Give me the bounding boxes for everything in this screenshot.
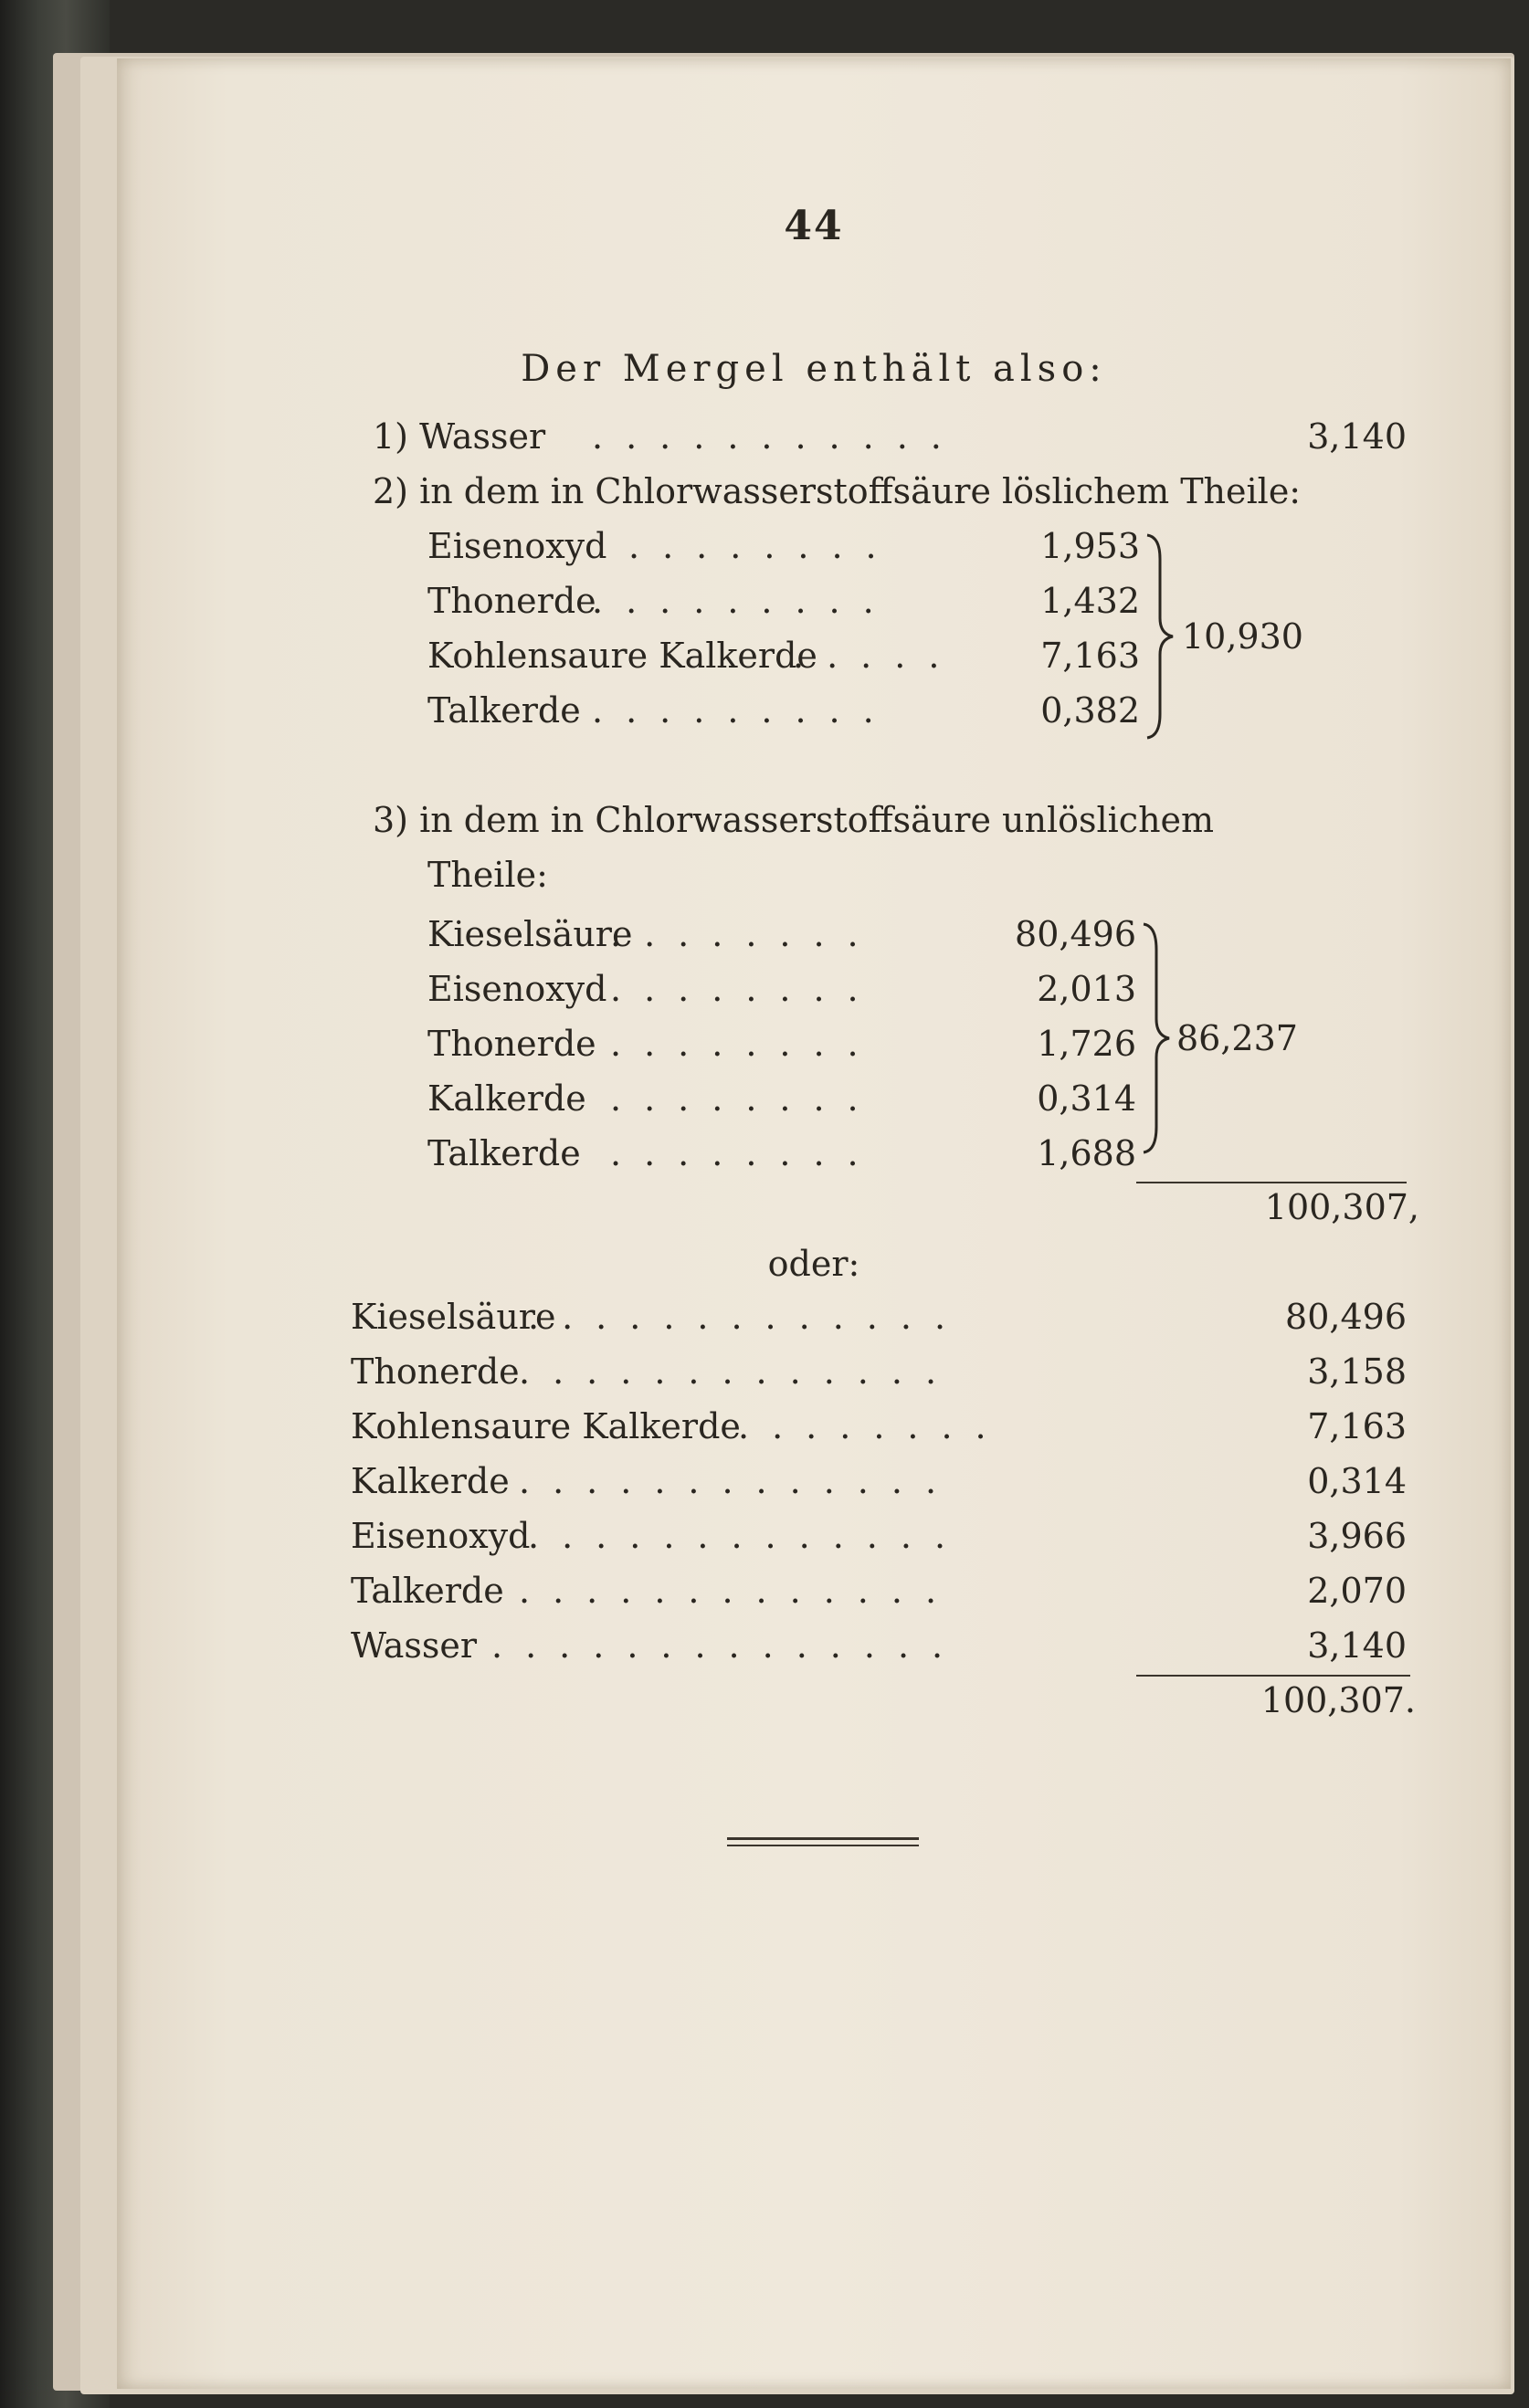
summary-item-value: 3,158: [1307, 1351, 1407, 1392]
right-brace: [1144, 531, 1180, 741]
summary-item-name: Kohlensaure Kalkerde: [351, 1406, 741, 1446]
summary-rule: [1136, 1675, 1410, 1677]
section2-item-value: 1,432: [1040, 581, 1140, 621]
page-heading: Der Mergel enthält also:: [521, 348, 1107, 390]
leader-dots: ........: [610, 1133, 881, 1173]
section3-label-line1: 3) in dem in Chlorwasserstoffsäure unlöslichem: [373, 800, 1215, 840]
leader-dots: .............: [519, 1571, 960, 1611]
summary-item-name: Wasser: [351, 1625, 478, 1666]
leader-dots: ........: [628, 526, 900, 566]
section1-value: 3,140: [1307, 416, 1407, 457]
section2-label: 2) in dem in Chlorwasserstoffsäure löslichem Theile:: [373, 471, 1302, 511]
section3-item-value: 2,013: [1037, 969, 1136, 1009]
section3-item-value: 1,726: [1037, 1024, 1136, 1064]
section3-item-name: Eisenoxyd: [427, 969, 607, 1009]
section3-item-value: 80,496: [1015, 914, 1136, 954]
section3-item-value: 0,314: [1037, 1078, 1136, 1119]
section1-label: 1) Wasser: [373, 416, 546, 457]
or-label: oder:: [767, 1244, 860, 1284]
summary-item-name: Thonerde: [351, 1351, 520, 1392]
section2-item-name: Kohlensaure Kalkerde: [427, 636, 817, 676]
closing-rule-top: [727, 1837, 919, 1840]
leader-dots: ........: [610, 1024, 881, 1064]
sum-total-1: 100,307,: [1264, 1187, 1419, 1227]
leader-dots: .............: [519, 1351, 960, 1392]
leader-dots: .....: [793, 636, 963, 676]
section2-item-value: 7,163: [1040, 636, 1140, 676]
section3-item-name: Kalkerde: [427, 1078, 586, 1119]
section2-item-value: 0,382: [1040, 690, 1140, 731]
leader-dots: ........: [610, 1078, 881, 1119]
leader-dots: ...........: [592, 416, 965, 457]
section3-total: 86,237: [1176, 1018, 1298, 1058]
summary-item-name: Kalkerde: [351, 1461, 510, 1501]
section3-item-name: Talkerde: [427, 1133, 581, 1173]
summary-item-value: 7,163: [1307, 1406, 1407, 1446]
leader-dots: ..............: [491, 1625, 966, 1666]
summary-item-name: Eisenoxyd: [351, 1516, 531, 1556]
leader-dots: .............: [528, 1516, 969, 1556]
leader-dots: ........: [738, 1406, 1009, 1446]
leader-dots: .............: [528, 1297, 969, 1337]
summary-item-value: 80,496: [1285, 1297, 1407, 1337]
summary-item-name: Kieselsäure: [351, 1297, 556, 1337]
section2-total: 10,930: [1182, 616, 1303, 657]
page-number: 44: [784, 203, 844, 249]
summary-item-value: 2,070: [1307, 1571, 1407, 1611]
leader-dots: .........: [592, 581, 897, 621]
summary-total: 100,307.: [1260, 1680, 1416, 1720]
summary-item-value: 3,966: [1307, 1516, 1407, 1556]
section3-item-name: Thonerde: [427, 1024, 596, 1064]
leader-dots: .........: [592, 690, 897, 731]
section2-item-value: 1,953: [1040, 526, 1140, 566]
summary-item-value: 0,314: [1307, 1461, 1407, 1501]
leader-dots: .............: [519, 1461, 960, 1501]
section2-item-name: Talkerde: [427, 690, 581, 731]
leader-dots: ........: [610, 969, 881, 1009]
summary-item-name: Talkerde: [351, 1571, 504, 1611]
section3-item-value: 1,688: [1037, 1133, 1136, 1173]
right-brace: [1140, 920, 1176, 1156]
leader-dots: ........: [610, 914, 881, 954]
sum-rule: [1136, 1182, 1407, 1183]
book-page: [117, 58, 1511, 2389]
section2-item-name: Eisenoxyd: [427, 526, 607, 566]
section3-item-name: Kieselsäure: [427, 914, 633, 954]
section3-label-line2: Theile:: [427, 855, 548, 895]
section2-item-name: Thonerde: [427, 581, 596, 621]
closing-rule-bottom: [727, 1845, 919, 1846]
summary-item-value: 3,140: [1307, 1625, 1407, 1666]
